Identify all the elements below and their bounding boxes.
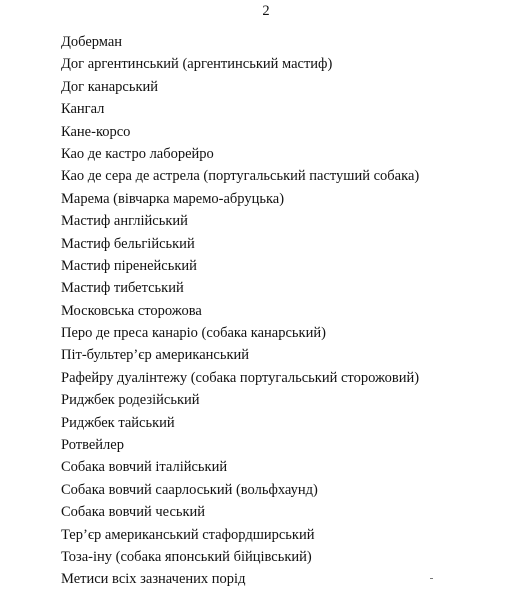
list-item: Кангал [61,101,105,118]
scan-speck [430,578,433,579]
list-item: Риджбек родезійський [61,392,200,409]
list-item: Мастиф бельгійський [61,235,195,252]
list-item: Марема (вівчарка маремо-абруцька) [61,190,285,207]
list-item: Риджбек тайський [61,414,175,431]
list-item: Собака вовчий чеський [61,504,206,521]
list-item: Тоза-іну (собака японський бійцівський) [61,548,312,565]
breed-list [61,31,419,591]
list-item: Перо де преса канаріо (собака канарський) [61,325,326,342]
list-item: Собака вовчий італійський [61,459,228,476]
list-item: Метиси всіх зазначених порід [61,571,246,588]
list-item: Московська сторожова [61,302,202,319]
list-item: Ротвейлер [61,437,124,454]
list-item: Піт-бультер’єр американський [61,347,250,364]
list-item: Као де кастро лаборейро [61,145,214,162]
list-item: Мастиф англійський [61,213,188,230]
list-item: Дог аргентинський (аргентинський мастиф) [61,56,333,73]
list-item: Тер’єр американський стафордширський [61,526,315,543]
list-item: Кане-корсо [61,123,131,140]
list-item: Као де сера де астрела (португальський пастуший собака) [61,168,420,185]
list-item: Рафейру дуалінтежу (собака португальський сторожовий) [61,369,420,386]
list-item: Собака вовчий саарлоський (вольфхаунд) [61,481,318,498]
page-number: 2 [262,3,270,19]
list-item: Мастиф піренейський [61,257,197,274]
list-item: Мастиф тибетський [61,280,184,297]
list-item: Доберман [61,34,123,50]
list-item: Дог канарський [61,78,159,95]
